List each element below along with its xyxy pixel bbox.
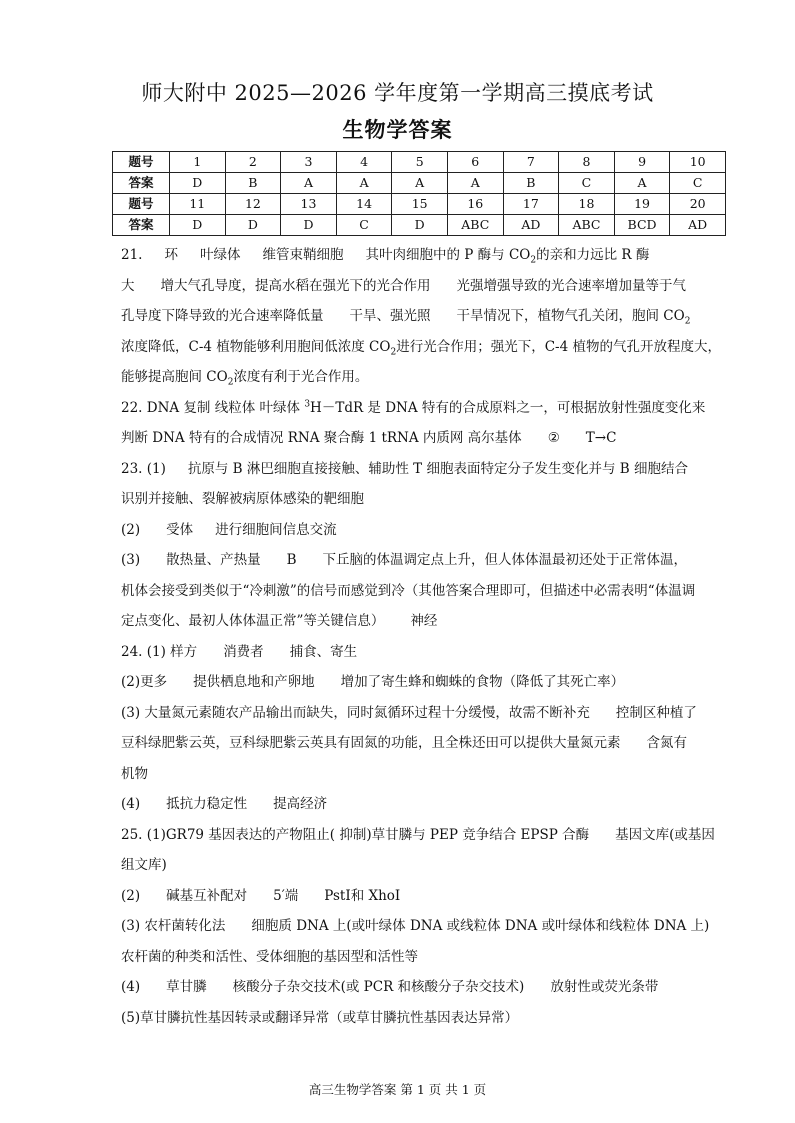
table-cell: ABC: [447, 215, 503, 236]
q25-line-6: (4) 草甘膦 核酸分子杂交技术(或 PCR 和核酸分子杂交技术) 放射性或荧光条带: [121, 979, 659, 995]
table-cell: A: [614, 173, 670, 194]
table-cell: C: [670, 173, 726, 194]
row-label-answer: 答案: [113, 173, 170, 194]
table-cell: B: [503, 173, 559, 194]
q22-line-1: 22. DNA 复制 线粒体 叶绿体 $^3$H－TdR 是 DNA 特有的合成原料之一，可根据放射性强度变化来: [121, 399, 706, 416]
q23-line-3: (2) 受体 进行细胞间信息交流: [121, 521, 337, 538]
page-footer: 高三生物学答案 第 1 页 共 1 页: [308, 1082, 487, 1097]
q25-line-7: (5)草甘膦抗性基因转录或翻译异常（或草甘膦抗性基因表达异常）: [121, 1009, 519, 1026]
table-cell: D: [225, 215, 281, 236]
table-cell: ABC: [559, 215, 615, 236]
table-cell: D: [392, 215, 448, 236]
table-cell: A: [281, 173, 337, 194]
table-cell: 8: [559, 152, 615, 173]
answer-body: [121, 240, 721, 1033]
page-title: 师大附中 2025—2026 学年度第一学期高三摸底考试: [141, 81, 654, 105]
table-row-answers-2: [113, 215, 726, 236]
table-cell: 4: [336, 152, 392, 173]
row-label-answer: 答案: [113, 215, 170, 236]
table-cell: AD: [503, 215, 559, 236]
q25-line-4: (3) 农杆菌转化法 细胞质 DNA 上(或叶绿体 DNA 或线粒体 DNA 或叶绿体和线粒体 DNA 上): [121, 918, 710, 934]
table-cell: 1: [170, 152, 226, 173]
q23-line-1: 23. (1) 抗原与 B 淋巴细胞直接接触、辅助性 T 细胞表面特定分子发生变化并与 B 细胞结合: [121, 460, 688, 477]
table-cell: 16: [447, 194, 503, 215]
table-cell: 19: [614, 194, 670, 215]
table-cell: A: [336, 173, 392, 194]
q25-line-1: 25. (1)GR79 基因表达的产物阻止( 抑制)草甘膦与 PEP 竞争结合 EPSP 合酶 基因文库(或基因: [121, 826, 715, 843]
q24-line-5: 机物: [121, 765, 148, 782]
table-cell: BCD: [614, 215, 670, 236]
table-cell: 5: [392, 152, 448, 173]
table-cell: 20: [670, 194, 726, 215]
table-cell: 14: [336, 194, 392, 215]
table-row-numbers-1: [113, 152, 726, 173]
table-cell: B: [225, 173, 281, 194]
q24-line-6: (4) 抵抗力稳定性 提高经济: [121, 796, 328, 812]
table-cell: 6: [447, 152, 503, 173]
q21-line-4: 浓度降低，C-4 植物能够利用胞间低浓度 $CO_2$进行光合作用；强光下，C-4 植物的气孔开放程度大，: [121, 338, 721, 358]
q21-line-3: 孔导度下降导致的光合速率降低量 干旱、强光照 干旱情况下，植物气孔关闭，胞间 $CO_2$: [121, 308, 691, 327]
q21-line-5: 能够提高胞间 $CO_2$浓度有利于光合作用。: [121, 369, 369, 388]
table-cell: 18: [559, 194, 615, 215]
q21-line-1: 21. 环 叶绿体 维管束鞘细胞 其叶肉细胞中的 P 酶与 $CO_2$的亲和力远比 R 酶: [121, 247, 650, 266]
q21-line-2: 大 增大气孔导度，提高水稻在强光下的光合作用 光强增强导致的光合速率增加量等于气: [121, 277, 686, 294]
table-cell: D: [170, 173, 226, 194]
table-row-numbers-2: [113, 194, 726, 215]
q25-line-5: 农杆菌的种类和活性、受体细胞的基因型和活性等: [121, 948, 418, 965]
q24-line-1: 24. (1) 样方 消费者 捕食、寄生: [121, 643, 358, 660]
q24-line-3: (3) 大量氮元素随农产品输出而缺失，同时氮循环过程十分缓慢，故需不断补充 控制区种植了: [121, 704, 697, 721]
q24-line-2: (2)更多 提供栖息地和产卵地 增加了寄生蜂和蜘蛛的食物（降低了其死亡率）: [121, 674, 625, 690]
table-cell: AD: [670, 215, 726, 236]
table-cell: 17: [503, 194, 559, 215]
page-subtitle: 生物学答案: [342, 117, 453, 142]
q25-line-2: 组文库): [121, 857, 167, 873]
table-row-answers-1: [113, 173, 726, 194]
table-cell: A: [392, 173, 448, 194]
table-cell: 13: [281, 194, 337, 215]
table-cell: A: [447, 173, 503, 194]
answer-table: [112, 151, 726, 236]
q23-line-6: 定点变化、最初人体体温正常”等关键信息） 神经: [121, 613, 438, 629]
table-cell: 9: [614, 152, 670, 173]
table-cell: 11: [170, 194, 226, 215]
table-cell: 7: [503, 152, 559, 173]
q22-line-2: 判断 DNA 特有的合成情况 RNA 聚合酶 1 tRNA 内质网 高尔基体 ② T→C: [121, 430, 617, 446]
table-cell: C: [336, 215, 392, 236]
q23-line-5: 机体会接受到类似于“冷刺激”的信号而感觉到冷（其他答案合理即可，但描述中必需表明“体温调: [121, 582, 696, 599]
q25-line-3: (2) 碱基互补配对 5′端 PstI和 XhoI: [121, 887, 401, 904]
row-label-number: 题号: [113, 152, 170, 173]
q24-line-4: 豆科绿肥紫云英，豆科绿肥紫云英具有固氮的功能，且全株还田可以提供大量氮元素 含氮有: [121, 735, 687, 751]
table-cell: C: [559, 173, 615, 194]
table-cell: 10: [670, 152, 726, 173]
table-cell: 3: [281, 152, 337, 173]
table-cell: D: [170, 215, 226, 236]
row-label-number: 题号: [113, 194, 170, 215]
q23-line-2: 识别并接触、裂解被病原体感染的靶细胞: [121, 491, 364, 507]
table-cell: 15: [392, 194, 448, 215]
table-cell: 12: [225, 194, 281, 215]
q23-line-4: (3) 散热量、产热量 B 下丘脑的体温调定点上升，但人体体温最初还处于正常体温，: [121, 552, 688, 568]
table-cell: D: [281, 215, 337, 236]
table-cell: 2: [225, 152, 281, 173]
